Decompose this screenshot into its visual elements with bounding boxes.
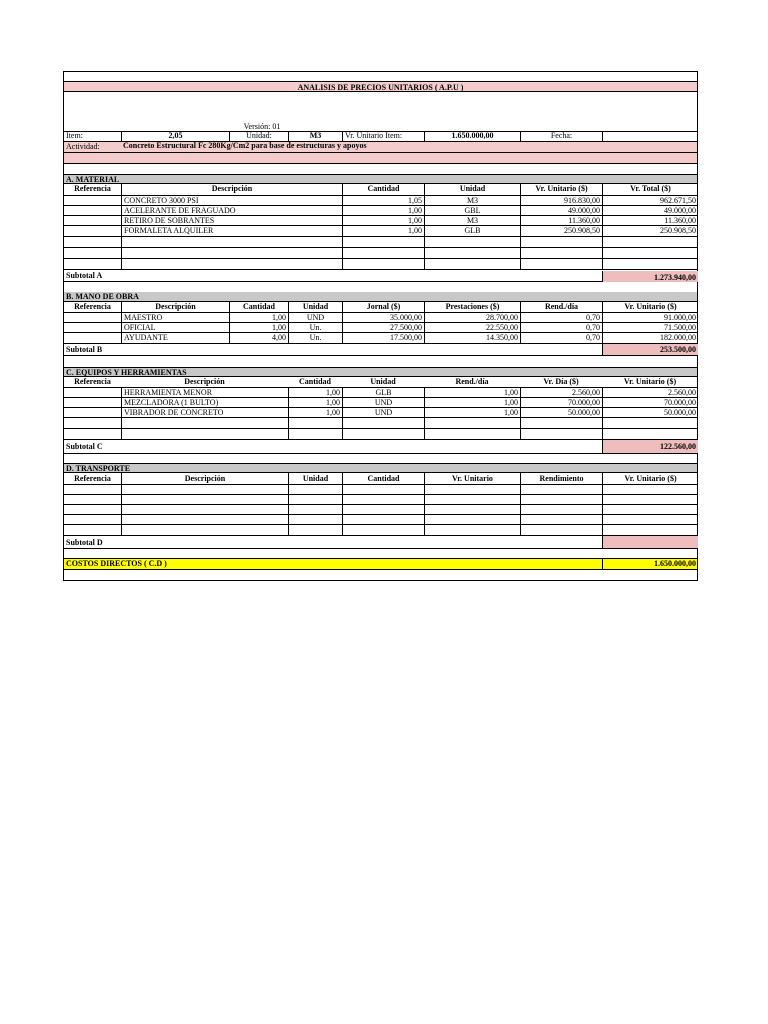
table-cell: M3 (424, 216, 520, 225)
table-cell (64, 313, 121, 322)
table-cell: 1,00 (424, 408, 520, 417)
table-cell: UND (342, 408, 424, 417)
table-cell: 49.000,00 (602, 206, 698, 215)
table-cell: 17.500,00 (342, 333, 424, 343)
table-cell: 2.560,00 (602, 388, 698, 397)
table-cell: 22.550,00 (424, 323, 520, 332)
section-mano-de-obra: B. MANO DE OBRA (66, 292, 139, 301)
table-cell: 250.908,50 (602, 226, 698, 236)
table-cell: 916.830,00 (520, 196, 602, 205)
table-cell: 70.000,00 (602, 398, 698, 407)
table-cell: 182.000,00 (602, 333, 698, 343)
table-row (64, 408, 697, 418)
table-cell: M3 (424, 196, 520, 205)
header-cell: Cantidad (229, 302, 288, 312)
table-cell: 11.360,00 (602, 216, 698, 225)
table-cell: GLB (342, 388, 424, 397)
table-cell: 1,00 (342, 206, 424, 215)
table-cell: 50.000,00 (602, 408, 698, 417)
header-cell: Jornal ($) (342, 302, 424, 312)
table-cell: 1,00 (424, 398, 520, 407)
table-cell: 4,00 (229, 333, 288, 343)
table-cell: CONCRETO 3000 PSI (121, 196, 342, 205)
table-cell: 962.671,50 (602, 196, 698, 205)
header-cell: Rend./día (455, 377, 489, 386)
table-cell: FORMALETA ALQUILER (121, 226, 342, 236)
version-label: Versión: 01 (243, 122, 281, 131)
table-row (64, 196, 697, 206)
table-cell: MAESTRO (121, 313, 229, 322)
table-row (64, 313, 697, 323)
header-cell: Vr. Unitario (424, 473, 520, 484)
table-cell: 49.000,00 (520, 206, 602, 215)
table-row (64, 429, 697, 440)
table-row (64, 418, 697, 429)
table-cell: UND (342, 398, 424, 407)
table-row (64, 485, 697, 495)
subtotal-a-label: Subtotal A (66, 271, 103, 280)
header-cell: Prestaciones ($) (424, 302, 520, 312)
subtotal-d-label: Subtotal D (66, 538, 103, 547)
table-cell: 1,00 (342, 226, 424, 236)
section-transporte: D. TRANSPORTE (66, 464, 131, 472)
table-row (64, 525, 697, 536)
vr-unitario-label: Vr. Unitario Item: (342, 131, 424, 141)
table-row (64, 515, 697, 525)
header-cell: Vr. Unitario ($) (602, 473, 698, 484)
header-cell: Referencia (74, 474, 111, 483)
table-cell: HERRAMIENTA MENOR (121, 388, 288, 397)
header-cell: Cantidad (298, 377, 331, 386)
table-cell: 2.560,00 (520, 388, 602, 397)
table-row (64, 226, 697, 237)
section-equipos: C. EQUIPOS Y HERRAMIENTAS (66, 368, 187, 376)
apu-sheet (63, 71, 698, 581)
table-row (64, 505, 697, 515)
table-cell: 71.500,00 (602, 323, 698, 332)
table-cell: 1,00 (288, 388, 342, 397)
table-cell: 1,05 (342, 196, 424, 205)
fecha-label: Fecha: (520, 131, 602, 141)
header-cell: Referencia (74, 184, 111, 193)
table-cell: 0,70 (520, 323, 602, 332)
unidad-label: Unidad: (229, 131, 288, 141)
actividad-value: Concreto Estructural Fc 280Kg/Cm2 para base de estructuras y apoyos (123, 142, 367, 150)
table-row (64, 323, 697, 333)
table-row (64, 206, 697, 216)
table-cell: 1,00 (229, 313, 288, 322)
table-cell: AYUDANTE (121, 333, 229, 343)
table-cell: 91.000,00 (602, 313, 698, 322)
table-cell: 50.000,00 (520, 408, 602, 417)
header-cell: Unidad (288, 473, 342, 484)
fecha-value (602, 131, 698, 141)
subtotal-b-value: 253.500,00 (602, 344, 698, 355)
subtotal-c-label: Subtotal C (66, 442, 103, 451)
table-cell: GLB (424, 226, 520, 236)
actividad-label: Actividad: (66, 142, 100, 151)
table-cell: Un. (288, 323, 342, 332)
table-cell (64, 408, 121, 417)
table-row (64, 333, 697, 344)
table-cell: 28.700,00 (424, 313, 520, 322)
table-cell (64, 216, 121, 225)
header-cell: Unidad (424, 184, 520, 195)
table-row (64, 259, 697, 270)
item-label: Item: (66, 131, 83, 140)
table-cell: GBL (424, 206, 520, 215)
item-value: 2,05 (121, 131, 229, 141)
table-cell (64, 206, 121, 215)
costos-directos-label: COSTOS DIRECTOS ( C.D ) (66, 559, 167, 568)
costos-directos-value: 1.650.000,00 (602, 559, 698, 569)
table-cell: UND (288, 313, 342, 322)
table-cell: 14.350,00 (424, 333, 520, 343)
table-cell: 250.908,50 (520, 226, 602, 236)
table-cell (64, 226, 121, 236)
table-cell: ACELERANTE DE FRAGUADO (121, 206, 342, 215)
header-cell: Rendimiento (520, 473, 602, 484)
table-cell (64, 398, 121, 407)
header-cell: Descripción (121, 302, 229, 312)
table-row (64, 388, 697, 398)
table-cell: Un. (288, 333, 342, 343)
table-cell: 0,70 (520, 313, 602, 322)
header-cell: Rend./día (520, 302, 602, 312)
vr-unitario-value: 1.650.000,00 (424, 131, 520, 141)
header-cell: Vr. Día ($) (543, 377, 579, 386)
table-cell: 1,00 (288, 408, 342, 417)
section-material: A. MATERIAL (66, 175, 120, 183)
table-cell: 1,00 (424, 388, 520, 397)
sheet-title: ANALISIS DE PRECIOS UNITARIOS ( A.P.U ) (64, 81, 697, 92)
header-cell: Vr. Total ($) (602, 184, 698, 195)
header-cell: Descripción (121, 473, 288, 484)
subtotal-c-value: 122.560,00 (602, 440, 698, 453)
header-cell: Unidad (288, 302, 342, 312)
header-cell: Vr. Unitario ($) (623, 377, 677, 386)
table-row (64, 495, 697, 505)
table-row (64, 398, 697, 408)
table-cell: 1,00 (288, 398, 342, 407)
table-cell (64, 333, 121, 343)
table-cell: 1,00 (342, 216, 424, 225)
header-cell: Referencia (74, 302, 111, 311)
table-cell: 0,70 (520, 333, 602, 343)
unidad-value: M3 (288, 131, 342, 141)
table-cell: 27.500,00 (342, 323, 424, 332)
header-cell: Vr. Unitario ($) (520, 184, 602, 195)
header-cell: Referencia (74, 377, 111, 386)
table-cell: 35.000,00 (342, 313, 424, 322)
table-cell: 11.360,00 (520, 216, 602, 225)
header-cell: Vr. Unitario ($) (602, 302, 698, 312)
table-cell (64, 196, 121, 205)
subtotal-b-label: Subtotal B (66, 345, 103, 354)
table-cell (64, 323, 121, 332)
table-row (64, 216, 697, 226)
table-row (64, 248, 697, 259)
header-cell: Descripción (121, 184, 342, 195)
table-cell: 70.000,00 (520, 398, 602, 407)
header-cell: Cantidad (342, 184, 424, 195)
table-cell: OFICIAL (121, 323, 229, 332)
table-cell: MEZCLADORA (1 BULTO) (121, 398, 288, 407)
table-cell: VIBRADOR DE CONCRETO (121, 408, 288, 417)
subtotal-d-value (602, 536, 698, 548)
header-cell: Cantidad (342, 473, 424, 484)
table-cell (64, 388, 121, 397)
header-cell: Unidad (370, 377, 396, 386)
header-cell: Descripción (184, 377, 225, 386)
table-cell: 1,00 (229, 323, 288, 332)
subtotal-a-value: 1.273.940,00 (602, 271, 698, 282)
table-cell: RETIRO DE SOBRANTES (121, 216, 342, 225)
table-row (64, 237, 697, 248)
